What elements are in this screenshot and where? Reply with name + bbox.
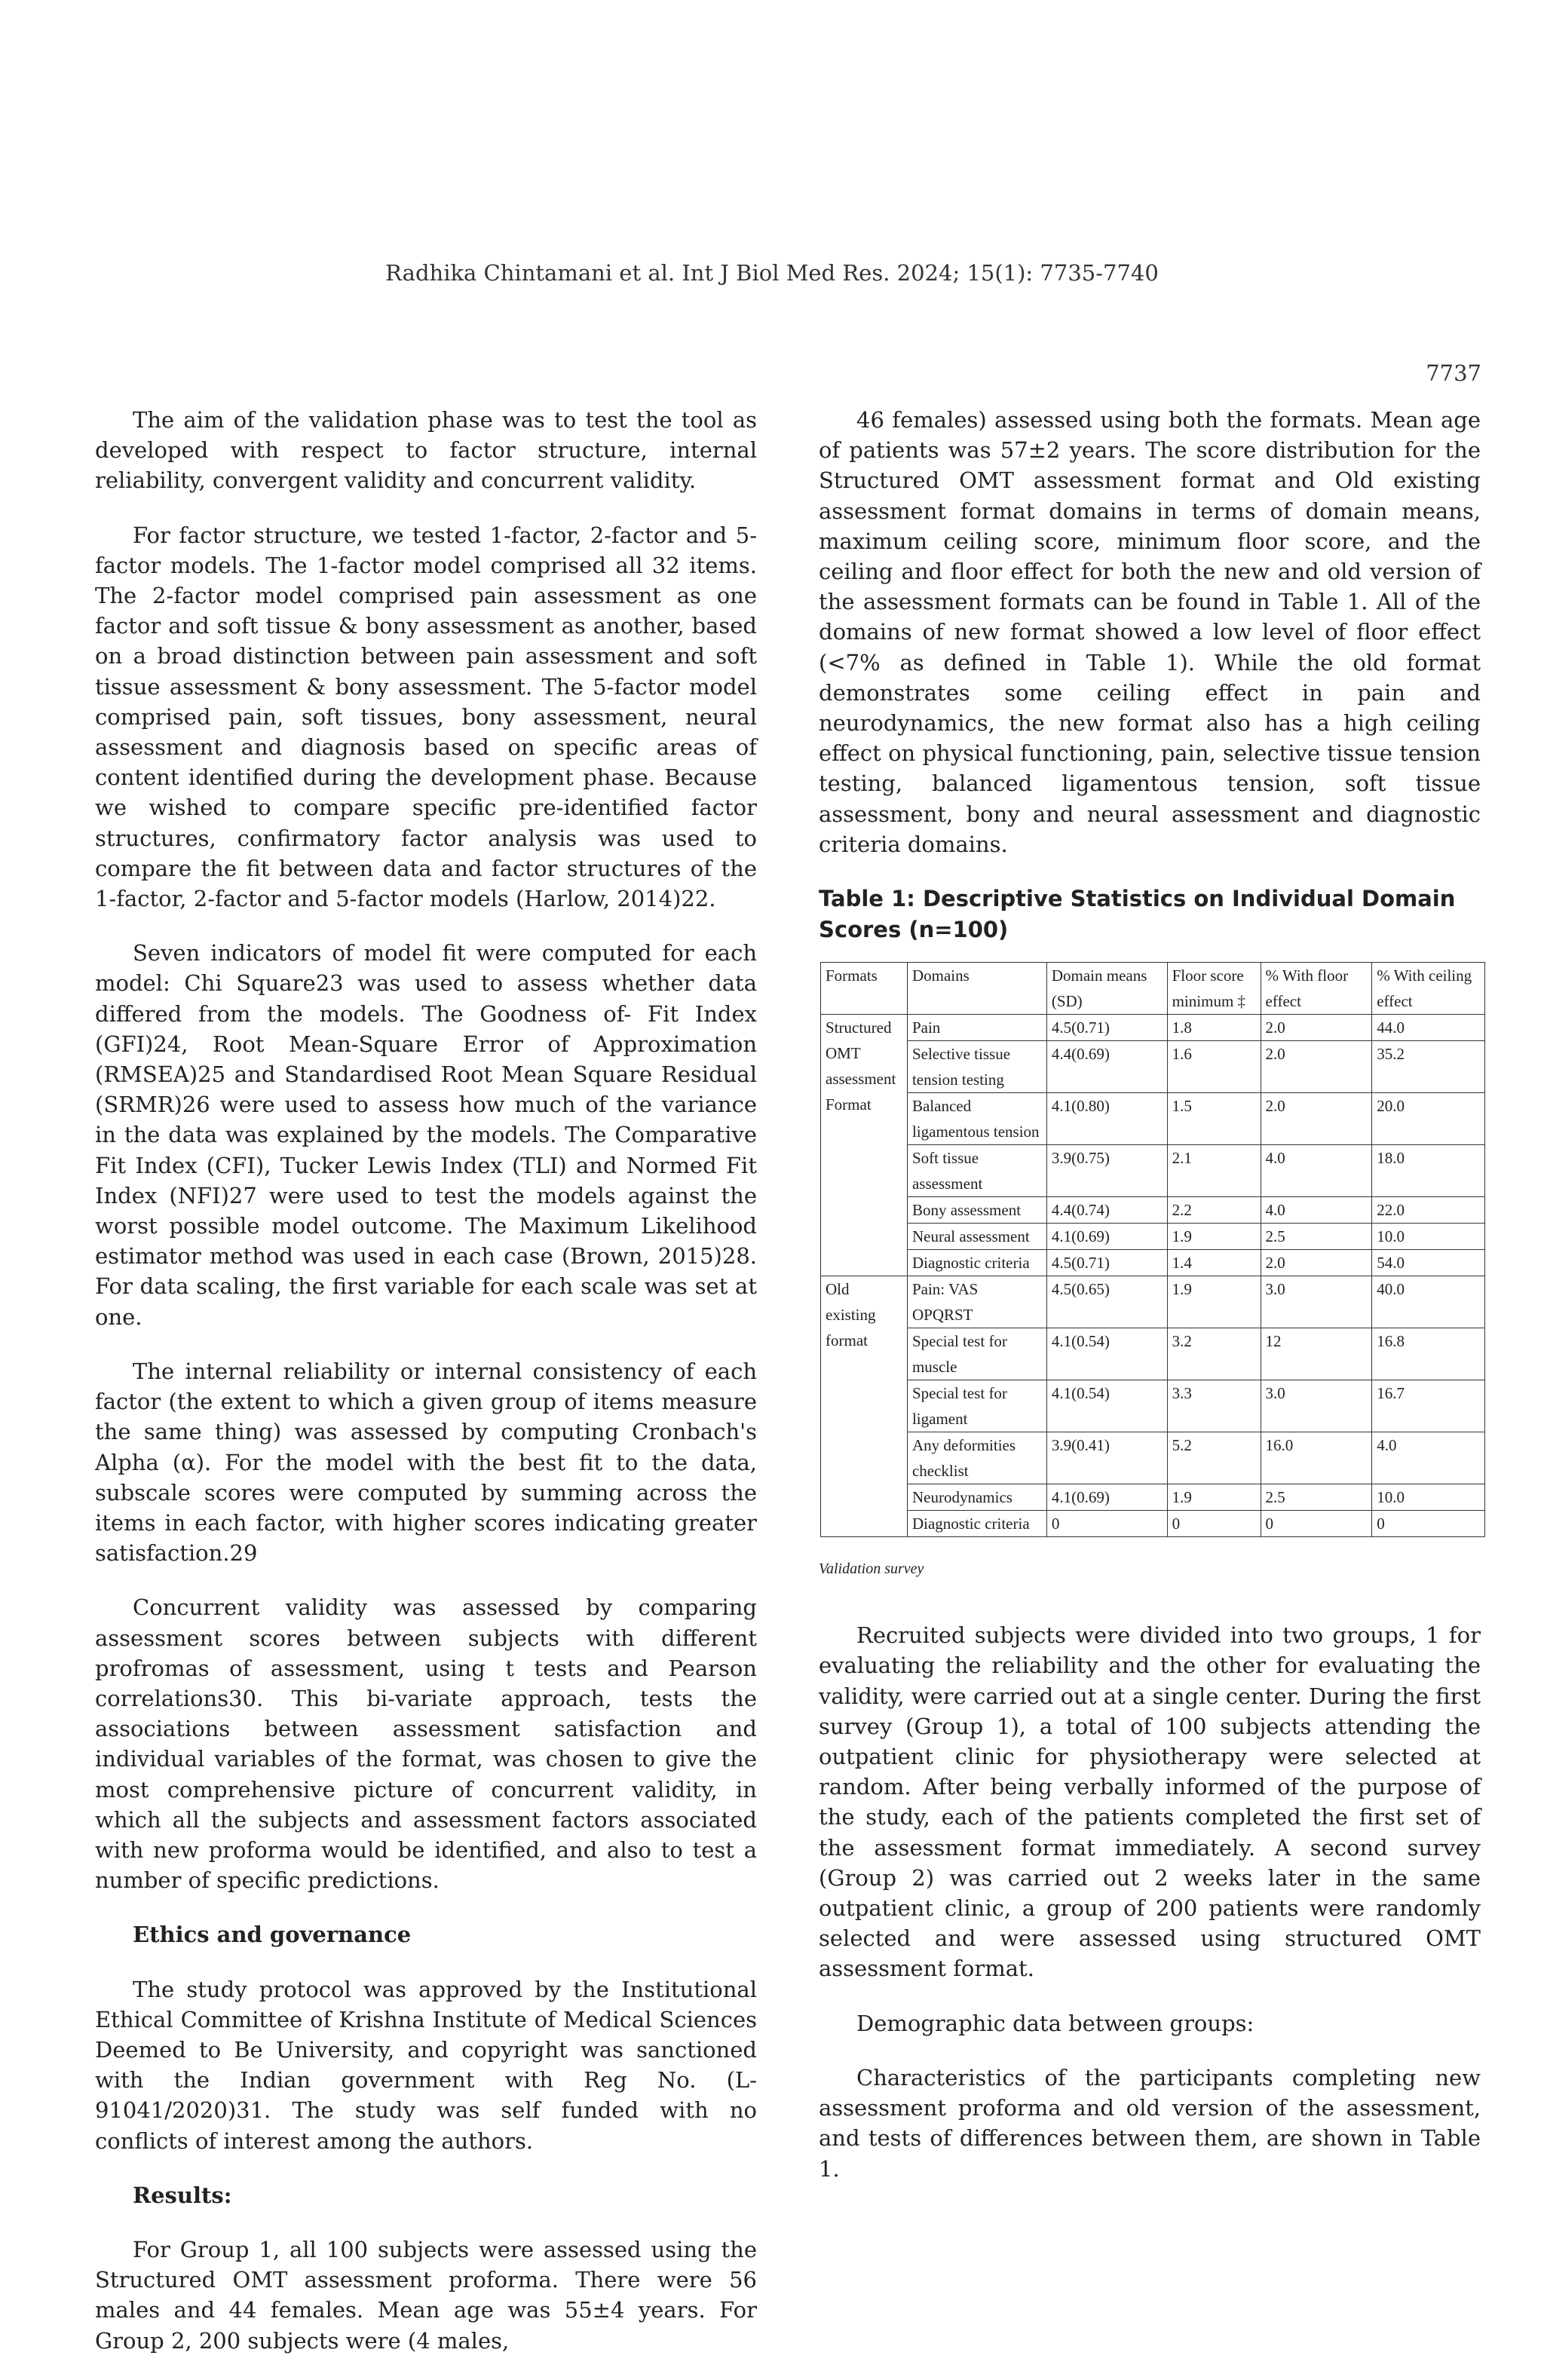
header-cell: Formats (821, 963, 908, 1015)
table-row (821, 1041, 1485, 1093)
table-cell: 16.0 (1261, 1432, 1372, 1484)
table-row (821, 1484, 1485, 1511)
table-cell: 4.4(0.74) (1046, 1197, 1167, 1224)
table-row (821, 1224, 1485, 1250)
table-cell: 1.9 (1167, 1484, 1261, 1511)
table-cell: Special test for muscle (907, 1328, 1046, 1380)
heading-ethics: Ethics and governance (133, 1922, 412, 1948)
table-cell: Selective tissue tension testing (907, 1041, 1046, 1093)
table-cell: 4.1(0.69) (1046, 1484, 1167, 1511)
table-cell: Diagnostic criteria (907, 1511, 1046, 1537)
table-cell: Pain (907, 1015, 1046, 1041)
table-cell: 1.4 (1167, 1250, 1261, 1276)
table-cell: 2.1 (1167, 1145, 1261, 1197)
table-title: Table 1: Descriptive Statistics on Individual Domain Scores (n=100) (819, 886, 1456, 943)
heading-results: Results: (133, 2182, 232, 2208)
table-row (821, 1093, 1485, 1145)
table-cell: 0 (1046, 1511, 1167, 1537)
table-cell: 2.0 (1261, 1250, 1372, 1276)
table-row (821, 1328, 1485, 1380)
table-cell: 16.7 (1372, 1380, 1485, 1432)
table-caption: Validation survey (819, 1561, 924, 1578)
table-cell: Balanced ligamentous tension (907, 1093, 1046, 1145)
table-cell: Neural assessment (907, 1224, 1046, 1250)
table-cell: 40.0 (1372, 1276, 1485, 1328)
header-cell: % With floor effect (1261, 963, 1372, 1015)
table-cell: Neurodynamics (907, 1484, 1046, 1511)
table-row (821, 1250, 1485, 1276)
header-cell: Floor score minimum ‡ (1167, 963, 1261, 1015)
header-cell: Domain means (SD) (1046, 963, 1167, 1015)
table-cell: 3.2 (1167, 1328, 1261, 1380)
paragraph-internal-reliability: The internal reliability or internal consistency of each factor (the extent to which a given group of items measure the same thing) was assessed by computing Cronbach's Alpha (α). For the model with the best fit to the data, subscale scores were computed by summing across the items in each factor, with higher scores indicating greater satisfaction.29 (95, 1358, 757, 1567)
table-cell: 3.0 (1261, 1380, 1372, 1432)
table-row (821, 1015, 1485, 1041)
table-cell: 16.8 (1372, 1328, 1485, 1380)
left-column (95, 405, 757, 2380)
table-cell: 1.6 (1167, 1041, 1261, 1093)
paragraph-recruitment: Recruited subjects were divided into two groups, 1 for evaluating the reliability and the other for evaluating the validity, were carried out at a single center. During the first survey (Group 1), a total of 100 subjects attending the outpatient clinic for physiotherapy were selected at random. After being verbally informed of the purpose of the study, each of the patients completed the first set of the assessment format immediately. A second survey (Group 2) was carried out 2 weeks later in the same outpatient clinic, a group of 200 patients were randomly selected and were assessed using structured OMT assessment format. (819, 1622, 1481, 1982)
table-cell: 5.2 (1167, 1432, 1261, 1484)
table-cell: Pain: VAS OPQRST (907, 1276, 1046, 1328)
table-cell: Any deformities checklist (907, 1432, 1046, 1484)
table-cell: 4.1(0.69) (1046, 1224, 1167, 1250)
table-cell: 1.8 (1167, 1015, 1261, 1041)
paragraph-demographic-heading: Demographic data between groups: (856, 2010, 1254, 2036)
table-row (821, 1276, 1485, 1328)
table-cell: 4.0 (1372, 1432, 1485, 1484)
table-cell: 1.5 (1167, 1093, 1261, 1145)
table-cell: 10.0 (1372, 1224, 1485, 1250)
header-cell: Domains (907, 963, 1046, 1015)
table-cell: Diagnostic criteria (907, 1250, 1046, 1276)
table-cell: 4.4(0.69) (1046, 1041, 1167, 1093)
table-cell: 2.0 (1261, 1015, 1372, 1041)
table-cell: 10.0 (1372, 1484, 1485, 1511)
descriptive-statistics-table (820, 962, 1485, 1537)
table-cell: 4.0 (1261, 1145, 1372, 1197)
right-column (819, 405, 1481, 2208)
table-cell: Bony assessment (907, 1197, 1046, 1224)
table-row (821, 1380, 1485, 1432)
paragraph-results: For Group 1, all 100 subjects were assessed using the Structured OMT assessment proforma. There were 56 males and 44 females. Mean age was 55±4 years. For Group 2, 200 subjects were (4 males, (95, 2236, 757, 2354)
table-cell: 4.1(0.80) (1046, 1093, 1167, 1145)
table-row (821, 1511, 1485, 1537)
header-cell: % With ceiling effect (1372, 963, 1485, 1015)
table-cell: 4.5(0.65) (1046, 1276, 1167, 1328)
table-cell: 1.9 (1167, 1224, 1261, 1250)
table-cell: 2.2 (1167, 1197, 1261, 1224)
table-cell: 4.5(0.71) (1046, 1015, 1167, 1041)
page-number: 7737 (1426, 360, 1481, 386)
table-cell: 3.3 (1167, 1380, 1261, 1432)
paragraph-validation-aim: The aim of the validation phase was to test the tool as developed with respect to factor structure, internal reliability, convergent validity and concurrent validity. (95, 407, 757, 494)
table-cell: 4.5(0.71) (1046, 1250, 1167, 1276)
format-group-cell: Structured OMT assessment Format (821, 1015, 908, 1276)
paragraph-score-distribution: 46 females) assessed using both the formats. Mean age of patients was 57±2 years. The score distribution for the Structured OMT assessment format and Old existing assessment format domains in terms of domain means, maximum ceiling score, minimum floor score, and the ceiling and floor effect for both the new and old version of the assessment formats can be found in Table 1. All of the domains of new format showed a low level of floor effect (<7% as defined in Table 1). While the old format demonstrates some ceiling effect in pain and neurodynamics, the new format also has a high ceiling effect on physical functioning, pain, selective tissue tension testing, balanced ligamentous tension, soft tissue assessment, bony and neural assessment and diagnostic criteria domains. (819, 407, 1481, 857)
table-cell: 12 (1261, 1328, 1372, 1380)
table-row (821, 1197, 1485, 1224)
table-cell: 35.2 (1372, 1041, 1485, 1093)
table-cell: 54.0 (1372, 1250, 1485, 1276)
paragraph-model-fit: Seven indicators of model fit were computed for each model: Chi Square23 was used to assess whether data differed from the models. The Goodness of- Fit Index (GFI)24, Root Mean-Square Error of Approximation (RMSEA)25 and Standardised Root Mean Square Residual (SRMR)26 were used to assess how much of the variance in the data was explained by the models. The Comparative Fit Index (CFI), Tucker Lewis Index (TLI) and Normed Fit Index (NFI)27 were used to test the models against the worst possible model outcome. The Maximum Likelihood estimator method was used in each case (Brown, 2015)28. For data scaling, the first variable for each scale was set at one. (95, 940, 757, 1330)
table-row (821, 1145, 1485, 1197)
table-cell: 1.9 (1167, 1276, 1261, 1328)
paragraph-characteristics: Characteristics of the participants completing new assessment proforma and old version of the assessment, and tests of differences between them, are shown in Table 1. (819, 2064, 1481, 2182)
table-row (821, 1432, 1485, 1484)
format-group-cell: Old existing format (821, 1276, 908, 1537)
table-cell: 20.0 (1372, 1093, 1485, 1145)
table-cell: 18.0 (1372, 1145, 1485, 1197)
table-cell: 0 (1261, 1511, 1372, 1537)
paragraph-ethics: The study protocol was approved by the Institutional Ethical Committee of Krishna Institute of Medical Sciences Deemed to Be University, and copyright was sanctioned with the Indian government with Reg No. (L-91041/2020)31. The study was self funded with no conflicts of interest among the authors. (95, 1976, 757, 2154)
table-cell: 0 (1167, 1511, 1261, 1537)
table-cell: 3.9(0.75) (1046, 1145, 1167, 1197)
table-cell: 2.0 (1261, 1041, 1372, 1093)
table-cell: Soft tissue assessment (907, 1145, 1046, 1197)
table-cell: 2.5 (1261, 1484, 1372, 1511)
table-cell: 44.0 (1372, 1015, 1485, 1041)
table-cell: 3.9(0.41) (1046, 1432, 1167, 1484)
table-cell: 2.0 (1261, 1093, 1372, 1145)
table-cell: 4.1(0.54) (1046, 1380, 1167, 1432)
table-cell: 4.1(0.54) (1046, 1328, 1167, 1380)
table-header-row (821, 963, 1485, 1015)
table-body (821, 1015, 1485, 1537)
paragraph-factor-structure: For factor structure, we tested 1-factor, 2-factor and 5-factor models. The 1-factor model comprised all 32 items. The 2-factor model comprised pain assessment as one factor and soft tissue & bony assessment as another, based on a broad distinction between pain assessment and soft tissue assessment & bony assessment. The 5-factor model comprised pain, soft tissues, bony assessment, neural assessment and diagnosis based on specific areas of content identified during the development phase. Because we wished to compare specific pre-identified factor structures, confirmatory factor analysis was used to compare the fit between data and factor structures of the 1-factor, 2-factor and 5-factor models (Harlow, 2014)22. (95, 522, 757, 912)
table-cell: 2.5 (1261, 1224, 1372, 1250)
table-cell: 4.0 (1261, 1197, 1372, 1224)
table-cell: 0 (1372, 1511, 1485, 1537)
running-head: Radhika Chintamani et al. Int J Biol Med Res. 2024; 15(1): 7735-7740 (385, 260, 1159, 286)
table-cell: 22.0 (1372, 1197, 1485, 1224)
paragraph-concurrent-validity: Concurrent validity was assessed by comparing assessment scores between subjects with different profromas of assessment, using t tests and Pearson correlations30. This bi-variate approach, tests the associations between assessment satisfaction and individual variables of the format, was chosen to give the most comprehensive picture of concurrent validity, in which all the subjects and assessment factors associated with new proforma would be identified, and also to test a number of specific predictions. (95, 1594, 757, 1894)
table-cell: 3.0 (1261, 1276, 1372, 1328)
table-cell: Special test for ligament (907, 1380, 1046, 1432)
